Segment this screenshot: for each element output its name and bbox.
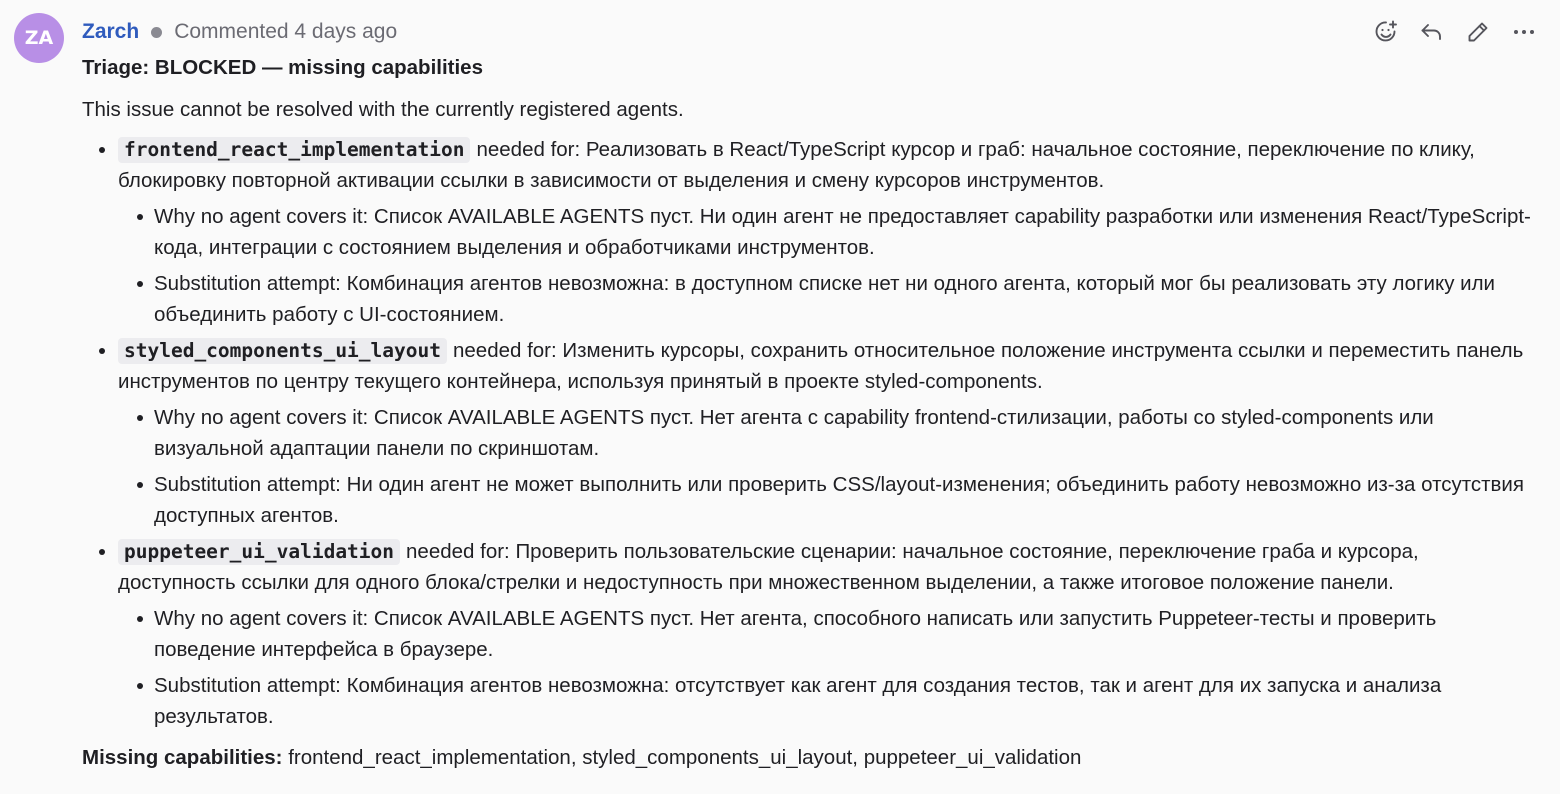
status-dot (151, 27, 162, 38)
substitution-item: Substitution attempt: Ни один агент не может выполнить или проверить CSS/layout-изменения; объединить работу невозможно из-за отсутствия доступных агентов. (154, 469, 1542, 531)
more-options-button[interactable] (1510, 16, 1538, 48)
comment-actions (1372, 16, 1538, 48)
comment-header (82, 18, 397, 46)
comment-timestamp[interactable]: Commented 4 days ago (174, 20, 398, 43)
reply-button[interactable] (1418, 16, 1446, 48)
capability-details (118, 402, 1542, 531)
why-no-agent-item: Why no agent covers it: Список AVAILABLE AGENTS пуст. Нет агента с capability frontend-стилизации, работы со styled-components или визуальной адаптации панели по скриншотам. (154, 402, 1542, 464)
avatar[interactable] (14, 13, 64, 63)
add-reaction-icon (1373, 19, 1399, 45)
more-options-icon (1511, 19, 1537, 45)
summary-label: Missing capabilities: (82, 746, 283, 769)
capability-details (118, 603, 1542, 732)
capability-item (118, 134, 1542, 330)
missing-capabilities-summary (82, 742, 1542, 773)
reply-icon (1419, 19, 1445, 45)
edit-pencil-icon (1465, 19, 1491, 45)
add-reaction-button[interactable] (1372, 16, 1400, 48)
comment-intro: This issue cannot be resolved with the currently registered agents. (82, 98, 684, 121)
edit-button[interactable] (1464, 16, 1492, 48)
capability-code: frontend_react_implementation (118, 137, 470, 163)
capability-item (118, 335, 1542, 531)
capability-code: puppeteer_ui_validation (118, 539, 400, 565)
summary-value: frontend_react_implementation, styled_components_ui_layout, puppeteer_ui_validation (288, 746, 1082, 769)
comment-title: Triage: BLOCKED — missing capabilities (82, 56, 483, 79)
capability-code: styled_components_ui_layout (118, 338, 447, 364)
comment-body (82, 50, 1542, 773)
capability-needed: needed for: Проверить пользовательские сценарии: начальное состояние, переключение граба и курсора, доступность ссылки для одного блока/стрелки и недоступность при множественном выделении, а также итоговое положение панели. (118, 540, 1419, 594)
substitution-item: Substitution attempt: Комбинация агентов невозможна: в доступном списке нет ни одного агента, который мог бы реализовать эту логику или объединить работу с UI-состоянием. (154, 268, 1542, 330)
capability-list (82, 134, 1542, 732)
substitution-item: Substitution attempt: Комбинация агентов невозможна: отсутствует как агент для создания тестов, так и агент для их запуска и анализа результатов. (154, 670, 1542, 732)
capability-details (118, 201, 1542, 330)
capability-item (118, 536, 1542, 732)
capability-needed: needed for: Изменить курсоры, сохранить относительное положение инструмента ссылки и переместить панель инструментов по центру текущего контейнера, используя принятый в проекте styled-components. (118, 339, 1524, 393)
author-link[interactable]: Zarch (82, 20, 140, 43)
avatar-initials: ZA (24, 27, 54, 49)
why-no-agent-item: Why no agent covers it: Список AVAILABLE AGENTS пуст. Нет агента, способного написать или запустить Puppeteer-тесты и проверить поведение интерфейса в браузере. (154, 603, 1542, 665)
capability-needed: needed for: Реализовать в React/TypeScript курсор и граб: начальное состояние, переключение по клику, блокировку повторной активации ссылки в зависимости от выделения и смену курсоров инструментов. (118, 138, 1475, 192)
why-no-agent-item: Why no agent covers it: Список AVAILABLE AGENTS пуст. Ни один агент не предоставляет capability разработки или изменения React/TypeScript-кода, интеграции с состоянием выделения и обработчиками инструментов. (154, 201, 1542, 263)
